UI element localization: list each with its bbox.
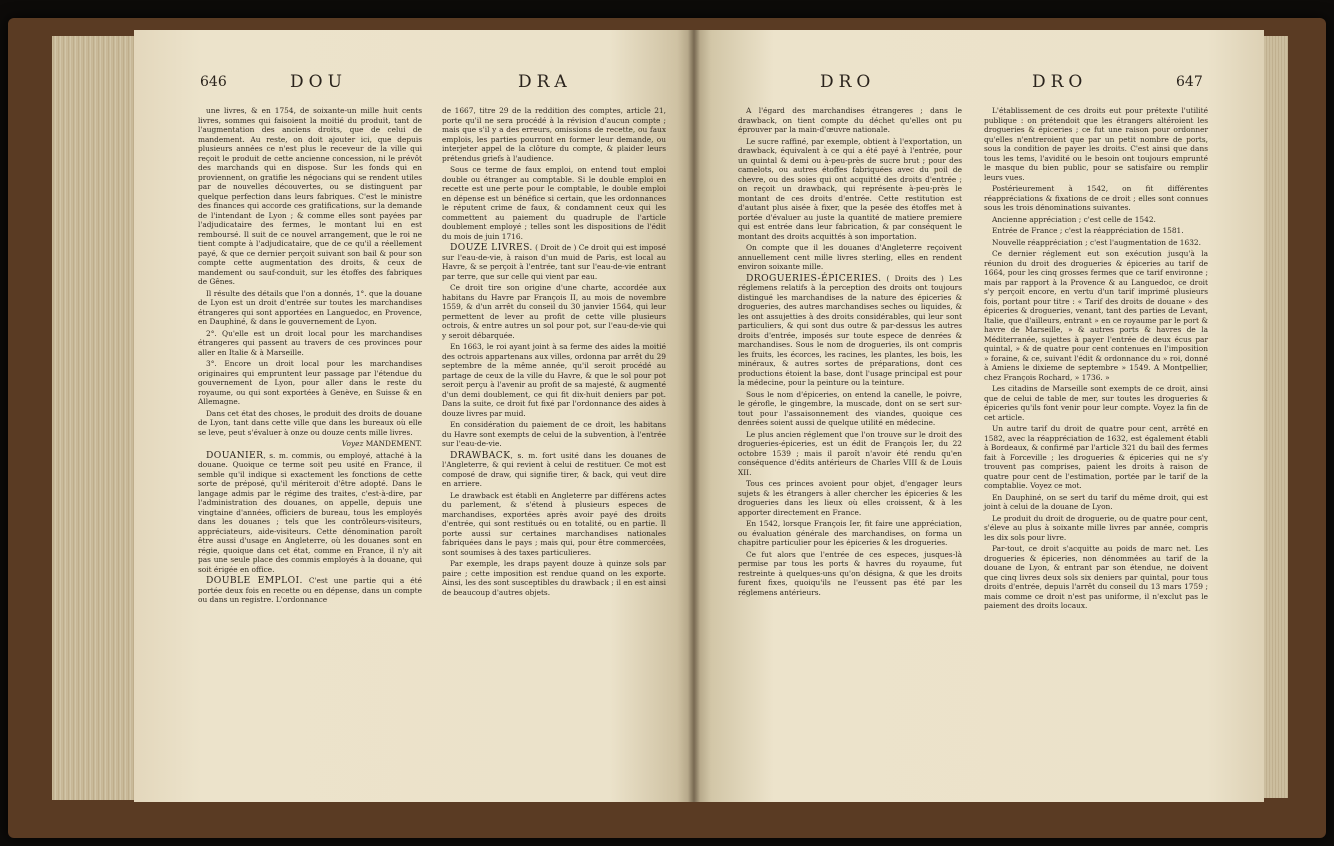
paragraph: L'établissement de ces droits eut pour prétexte l'utilité publique : on prétendoit que les étrangers altéroient les drogueries & épiceries ; ce fut une raison pour ordonner qu'elles n'entreroient que par un petit nombre de ports, sous la condition de payer les droits. C'est ainsi que dans tous les tems, l'avidité ou le besoin ont toujours emprunté le masque du bien public, pour se satisfaire ou remplir leurs vues. [984, 106, 1208, 182]
page-edges-right [1262, 36, 1288, 798]
paragraph: Dans cet état des choses, le produit des droits de douane de Lyon, tant dans cette ville que dans les bureaux où elle se leve, peut s'évaluer à onze ou douze cents mille livres. [198, 408, 422, 437]
entry-text: C'est une partie qui a été portée deux fois en recette ou en dépense, dans un compte ou dans un registre. L'ordonnance [198, 576, 423, 604]
paragraph: En Dauphiné, on se sert du tarif du même droit, qui est joint à celui de la douane de Lyon. [984, 492, 1208, 511]
cross-reference [198, 439, 422, 449]
paragraph: Sous ce terme de faux emploi, on entend tout emploi double ou étranger au comptable. Si le double emploi en recette est une perte pour le comptable, le double emploi en dépense est un bénéfice si certain, que les ordonnances le réputent crime de faux, & condamnent ceux qui les commettent au paiement du quadruple de l'article doublement employé ; telles sont les dispositions de l'édit du mois de juin 1716. [442, 165, 666, 241]
entry-headword: DOUANIER [206, 449, 264, 461]
dictionary-entry [738, 274, 962, 388]
running-head: DRO [1032, 72, 1088, 92]
entry-headword: DOUBLE EMPLOI. [206, 575, 303, 586]
dictionary-entry [442, 451, 666, 489]
running-head: DRA [518, 72, 572, 92]
paragraph: Par exemple, les draps payent douze à quinze sols par paire ; cette imposition est rendue quand on les exporte. Ainsi, les des sont susceptibles du drawback ; il en est ainsi de beaucoup d'autres objets. [442, 559, 666, 597]
book-gutter [688, 30, 700, 802]
paragraph: 2°. Qu'elle est un droit local pour les marchandises étrangeres qui passent au travers de ces provinces pour aller en Italie & à Marseille. [198, 328, 422, 357]
page-number: 646 [200, 74, 227, 90]
paragraph: Entrée de France ; c'est la réappréciation de 1581. [992, 226, 1184, 235]
paragraph: On compte que il les douanes d'Angleterre reçoivent annuellement cent mille livres sterling, elles en rendent environ soixante mille. [738, 243, 962, 271]
page-edges-left [52, 36, 138, 800]
entry-text: , s. m. commis, ou employé, attaché à la douane. Quoique ce terme soit peu usité en France, il semble qu'il indique si exactement les fonctions de cette sorte de préposé, qu'il mériteroit d'être adopté. Dans le langage admis par le régime des traites, c'est-à-dire, par l'administration des douanes, on appelle, depuis une vingtaine d'années, officiers de bureau, tous les employés dans les douanes ; tels que les contrôleurs-visiteurs, appréciateurs, aide-visiteurs. Cette dénomination paroît être aussi d'usage en Angleterre, où les douanes sont en régie, quoique dans cet état, comme en France, il n'y ait pas une seule place des commis employés à la douane, qui soit érigée en office. [198, 450, 422, 574]
entry-headword: DOUZE LIVRES. [450, 242, 533, 253]
entry-text: , s. m. fort usité dans les douanes de l'Angleterre, & qui revient à celui de restituer. Ce mot est composé de draw, qui signifie tirer, & back, qui veut dire en arriere. [442, 450, 666, 488]
dictionary-entry [198, 451, 422, 575]
text-column [984, 106, 1208, 613]
left-page [134, 30, 694, 802]
paragraph: Ancienne appréciation ; c'est celle de 1542. [992, 214, 1156, 224]
paragraph: En considération du paiement de ce droit, les habitans du Havre sont exempts de celui de la subvention, à l'entrée sur l'eau-de-vie. [442, 420, 666, 448]
paragraph: Nouvelle réappréciation ; c'est l'augmentation de 1632. [992, 237, 1201, 247]
paragraph: Les citadins de Marseille sont exempts de ce droit, ainsi que de celui de table de mer, sur toutes les drogueries & épiceries qu'ils font venir pour leur compte. Voyez la fin de cet article. [984, 384, 1208, 422]
paragraph: une livres, & en 1754, de soixante-un mille huit cents livres, sommes qui faisoient la moitié du produit, tant de l'augmentation des anciens droits, que de celui de mandement. Au reste, on doit ajouter ici, que depuis plusieurs années ce n'est plus le receveur de la ville qui reçoit le produit de cette ancienne concession, ni le prévôt des marchands qui en dispose. Sur les fonds qui en proviennent, on gratifie les négocians qui se rendent utiles par de nouvelles découvertes, ou se distinguent par quelque perfection dans leurs fabriques. C'est le ministre des finances qui accorde ces gratifications, sur la demande de l'intendant de Lyon ; & comme elles sont payées par l'adjudicataire des fermes, le montant lui en est remboursé. Il suit de ce nouvel arrangement, que le roi ne tient compte à l'adjudicataire, que de ce qu'il a réellement payé, & que ce dernier perçoit suivant son bail & pour son compte cette augmentation des droits, & ceux de mandement ou sauf-conduit, sur les étoffes des fabriques de Gênes. [198, 106, 422, 286]
cross-reference-lead: Voyez [341, 439, 366, 448]
text-column [442, 106, 666, 599]
dictionary-entry [442, 243, 666, 281]
paragraph: Postérieurement à 1542, on fit différentes réappréciations & fixations de ce droit ; elles sont connues sous les trois dénominations suivantes. [984, 184, 1208, 212]
entry-text: ( Droit de ) Ce droit qui est imposé sur l'eau-de-vie, à raison d'un muid de Paris, est local au Havre, & se perçoit à l'entrée, tant sur l'eau-de-vie entrant par terre, que sur celle qui vient par eau. [442, 243, 666, 281]
running-head: DOU [290, 72, 347, 92]
paragraph: Le drawback est établi en Angleterre par différens actes du parlement, & s'étend à plusieurs especes de marchandises, exportées après avoir payé des droits d'entrée, qui sont restitués ou en totalité, ou en partie. Il porte aussi sur certaines marchandises nationales fabriquées dans le pays ; mais qui, pour être commercées, sont soumises à des taxes particulieres. [442, 490, 666, 557]
paragraph: Par-tout, ce droit s'acquitte au poids de marc net. Les drogueries & épiceries, non dénommées au tarif de la douane de Lyon, & entrant par son étendue, ne doivent que cinq livres deux sols six deniers par quintal, pour tous droits d'entrée, depuis l'arrêt du conseil du 13 mars 1759 ; mais comme ce droit n'est pas uniforme, il n'exclut pas le paiement des droits locaux. [984, 544, 1208, 610]
running-head: DRO [820, 72, 876, 92]
paragraph: Un autre tarif du droit de quatre pour cent, arrêté en 1582, avec la réappréciation de 1632, est également établi à Bordeaux, & confirmé par l'article 321 du bail des fermes fait à Forceville ; les drogueries & épiceries qui ne s'y trouvent pas comprises, paient les droits à raison de quatre pour cent de l'estimation, portée par le tarif de la comptablie. Voyez ce mot. [984, 424, 1208, 490]
entry-text: ( Droits des ) Les réglemens relatifs à la perception des droits ont toujours distingué les marchandises de la nature des épiceries & drogueries, des autres marchandises seches ou liquides, & les ont assujetties à des droits considérables, qui leur sont particuliers, & qui sont dus outre & par-dessus les autres droits d'entrée, imposés sur toute espece de denrées & marchandises. Sous le nom de drogueries, ils ont compris les fruits, les écorces, les racines, les plantes, les bois, les minéraux, & autres sortes de préparations, dont ces productions étoient la base, dont l'usage principal est pour la médecine, pour la peinture ou la teinture. [738, 273, 962, 387]
paragraph: Ce droit tire son origine d'une charte, accordée aux habitans du Havre par François II, au mois de novembre 1559, & d'un arrêt du conseil du 30 janvier 1564, qui leur permettent de lever au profit de cette ville plusieurs octrois, & entre autres un sol pour pot, sur l'eau-de-vie qui y seroit débarquée. [442, 283, 666, 340]
paragraph: Ce fut alors que l'entrée de ces especes, jusques-là permise par tous les ports & havres du royaume, fut restreinte à quelques-uns qu'on désigna, & que les droits furent fixes, quoiqu'ils ne l'eussent pas été par les réglemens antérieurs. [738, 549, 962, 597]
entry-headword: DRAWBACK [450, 449, 511, 461]
paragraph: Le sucre raffiné, par exemple, obtient à l'exportation, un drawback, équivalent à ce qui a été payé à l'entrée, pour un quintal & demi ou à-peu-près de sucre brut ; pour des camelots, ou autres étoffes fabriquées avec du poil de chevre, ou des soies qui ont acquitté des droits d'entrée ; on reçoit un drawback, qui représente à-peu-près le montant de ces droits d'entrée. Cette restitution est d'autant plus aisée à fixer, que la pesée des étoffes met à portée d'évaluer au juste la quantité de matiere premiere qui est entrée dans leur fabrication, & par conséquent le montant des droits acquittés à son importation. [738, 136, 962, 241]
paragraph: de 1667, titre 29 de la reddition des comptes, article 21, porte qu'il ne sera procédé à la révision d'aucun compte ; mais que s'il y a des erreurs, omissions de recette, ou faux emplois, les parties pourront en former leur demande, ou interjeter appel de la clôture du compte, & plaider leurs prétendus griefs à l'audience. [442, 106, 666, 163]
paragraph: Tous ces princes avoient pour objet, d'engager leurs sujets & les étrangers à aller chercher les épiceries & les drogueries dans les lieux où elles croissent, & à les apporter directement en France. [738, 479, 962, 517]
paragraph: Le produit du droit de droguerie, ou de quatre pour cent, s'éleve au plus à soixante mille livres par année, compris les dix sols pour livre. [984, 513, 1208, 542]
paragraph: En 1663, le roi ayant joint à sa ferme des aides la moitié des octrois appartenans aux villes, ordonna par arrêt du 29 septembre de la même année, qu'il seroit procédé au partage de ceux de la ville du Havre, & que le sol pour pot seroit perçu à l'avenir au profit de sa majesté, & augmenté d'un demi doublement, ce qui fit dix-huit deniers par pot. Dans la suite, ce droit fut fixé par l'ordonnance des aides à douze livres par muid. [442, 342, 666, 418]
paragraph: Ce dernier réglement eut son exécution jusqu'à la réunion du droit des drogueries & épiceries au tarif de 1664, pour les cinq grosses fermes que ce tarif environne ; mais par rapport à la Provence & au Languedoc, ce droit s'y perçoit encore, en vertu d'un tarif imprimé plusieurs fois, portant pour titre : « Tarif des droits de douane » des épiceries & drogueries, venant, tant des parties de Levant, Italie, que d'ailleurs, entrant » en ce royaume par le port & havre de Marseille, » & autres ports & havres de la Méditerranée, sujettes à payer l'entrée de deux écus par quintal, » & de quatre pour cent contenues en l'imposition » foraine, & ce, suivant l'édit & ordonnance du » roi, donné à Amiens le dixieme de septembre » 1549. A Montpellier, chez François Rochard, » 1736. » [984, 249, 1208, 382]
paragraph: Il résulte des détails que l'on a donnés, 1°. que la douane de Lyon est un droit d'entrée sur toutes les marchandises étrangeres qui sont apportées en Languedoc, en Provence, en Dauphiné, & dans le gouvernement de Lyon. [198, 288, 422, 326]
page-number: 647 [1176, 74, 1203, 90]
text-column [738, 106, 962, 599]
paragraph: 3°. Encore un droit local pour les marchandises originaires qui empruntent leur passage par l'étendue du gouvernement de Lyon, pour aller dans le reste du royaume, ou qui sont exportées à Genève, en Suisse & en Allemagne. [198, 359, 422, 406]
dictionary-entry [198, 576, 422, 605]
paragraph: Le plus ancien réglement que l'on trouve sur le droit des drogueries-épiceries, est un édit de François Ier, du 22 octobre 1539 ; mais il paroît n'avoir été rendu qu'en conséquence d'édits antérieurs de Charles VIII & de Louis XII. [738, 429, 962, 477]
paragraph: A l'égard des marchandises étrangeres ; dans le drawback, on tient compte du déchet qu'elles ont pu éprouver par la main-d'œuvre nationale. [738, 106, 962, 134]
cross-reference-target: MANDEMENT. [365, 439, 422, 448]
paragraph: En 1542, lorsque François Ier, fit faire une appréciation, ou évaluation générale des marchandises, on forma un chapitre particulier pour les épiceries & les drogueries. [738, 519, 962, 547]
right-page [694, 30, 1264, 802]
entry-headword: DROGUERIES-ÉPICERIES. [746, 272, 882, 284]
paragraph: Sous le nom d'épiceries, on entend la canelle, le poivre, le gérofle, le gingembre, la muscade, dont on se sert sur-tout pour l'assaisonnement des viandes, quoique ces denrées soient aussi de quelque utilité en médecine. [738, 389, 962, 427]
text-column [198, 106, 422, 607]
